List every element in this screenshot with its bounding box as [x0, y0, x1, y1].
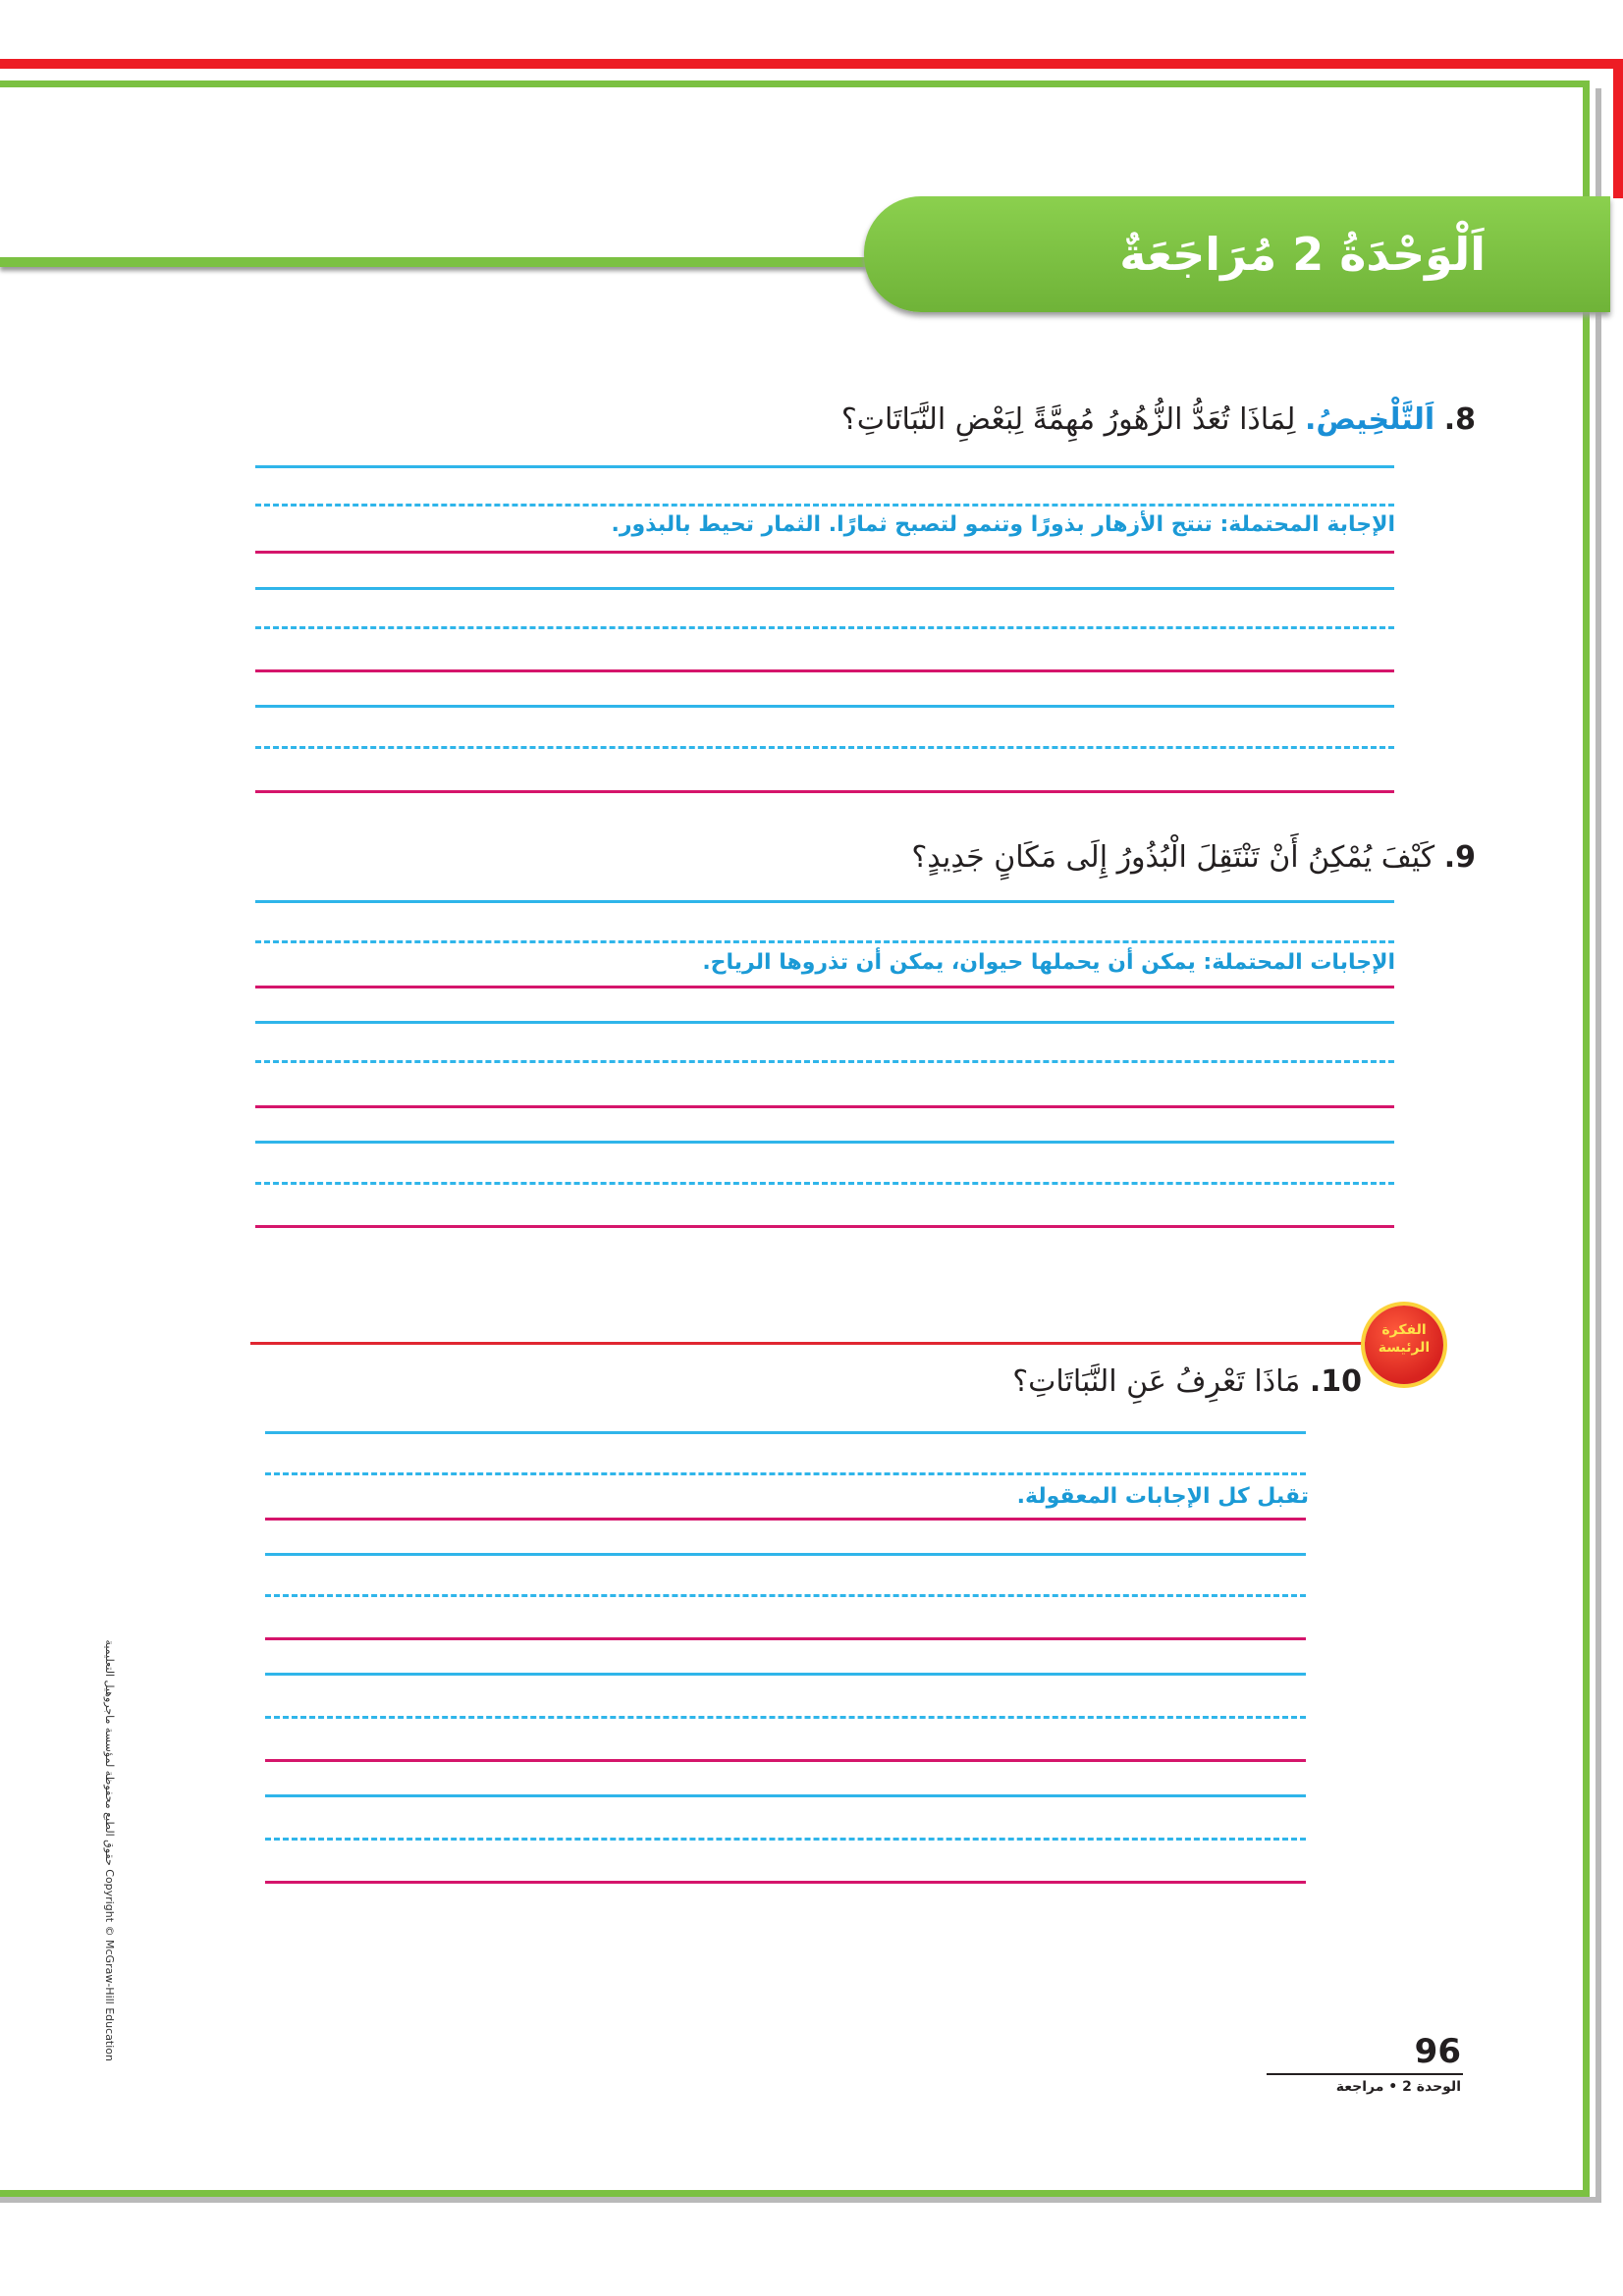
writing-line-base — [255, 669, 1394, 672]
writing-line-dashed — [255, 1060, 1394, 1063]
writing-line-base — [255, 1225, 1394, 1228]
writing-line-base — [265, 1881, 1306, 1884]
question-8 — [841, 402, 1476, 437]
writing-line-top — [265, 1553, 1306, 1556]
question-text: كَيْفَ يُمْكِنُ أَنْ تَنْتَقِلَ الْبُذُورُ إِلَى مَكَانٍ جَدِيدٍ؟ — [911, 840, 1435, 875]
writing-line-top — [255, 705, 1394, 708]
writing-line-base — [265, 1759, 1306, 1762]
writing-line-base — [255, 1105, 1394, 1108]
answer-8: الإجابة المحتملة: تنتج الأزهار بذورًا وتنمو لتصبح ثمارًا. الثمار تحيط بالبذور. — [611, 512, 1395, 537]
writing-line-top — [255, 465, 1394, 468]
answer-10: تقبل كل الإجابات المعقولة. — [1016, 1484, 1309, 1509]
writing-line-top — [265, 1431, 1306, 1434]
writing-line-dashed — [265, 1594, 1306, 1597]
badge-line-2: الرئيسة — [1378, 1340, 1431, 1356]
answer-9: الإجابات المحتملة: يمكن أن يحملها حيوان، يمكن أن تذروها الرياح. — [702, 950, 1395, 975]
writing-line-dashed — [265, 1838, 1306, 1841]
question-number: 8. — [1443, 402, 1476, 437]
question-9 — [911, 840, 1476, 875]
question-keyword: اَلتَّلْخِيصُ. — [1304, 402, 1435, 437]
writing-line-top — [265, 1673, 1306, 1676]
writing-line-dashed — [265, 1472, 1306, 1475]
badge-line-1: الفكرة — [1381, 1322, 1427, 1338]
header-bar — [0, 257, 884, 267]
writing-line-top — [255, 1021, 1394, 1024]
writing-line-base — [265, 1518, 1306, 1521]
writing-line-dashed — [255, 504, 1394, 507]
writing-line-dashed — [255, 626, 1394, 629]
frame-shadow — [1596, 88, 1601, 2199]
writing-line-dashed — [255, 1182, 1394, 1185]
writing-line-top — [255, 900, 1394, 903]
writing-line-dashed — [255, 746, 1394, 749]
right-red-border — [1613, 59, 1623, 198]
top-red-border — [0, 59, 1623, 69]
writing-line-top — [255, 1141, 1394, 1144]
section-rule — [250, 1342, 1380, 1345]
question-text: مَاذَا تَعْرِفُ عَنِ النَّبَاتَاتِ؟ — [1012, 1364, 1301, 1399]
question-text: لِمَاذَا تُعَدُّ الزُّهُورُ مُهِمَّةً لِبَعْضِ النَّبَاتَاتِ؟ — [840, 402, 1296, 437]
frame-shadow-bottom — [0, 2197, 1601, 2203]
writing-line-base — [255, 986, 1394, 988]
writing-line-base — [255, 790, 1394, 793]
question-number: 10. — [1309, 1364, 1362, 1399]
question-number: 9. — [1443, 840, 1476, 875]
main-idea-badge-label — [1367, 1321, 1441, 1357]
writing-line-base — [255, 551, 1394, 554]
writing-line-top — [255, 587, 1394, 590]
writing-line-dashed — [265, 1716, 1306, 1719]
writing-line-dashed — [255, 940, 1394, 943]
footer-rule — [1267, 2073, 1463, 2075]
page-frame — [0, 80, 1590, 2197]
writing-line-top — [265, 1794, 1306, 1797]
question-10 — [1012, 1364, 1362, 1399]
unit-title: اَلْوَحْدَةُ 2 مُرَاجَعَةٌ — [1119, 228, 1486, 281]
footer-label: الوحدة 2 • مراجعة — [1335, 2079, 1461, 2095]
page-number: 96 — [1414, 2032, 1461, 2071]
copyright-notice: Copyright © McGraw-Hill Education حقوق الطبع محفوظة لمؤسسة ماجروهيل التعليمية — [103, 1639, 116, 2061]
writing-line-base — [265, 1637, 1306, 1640]
